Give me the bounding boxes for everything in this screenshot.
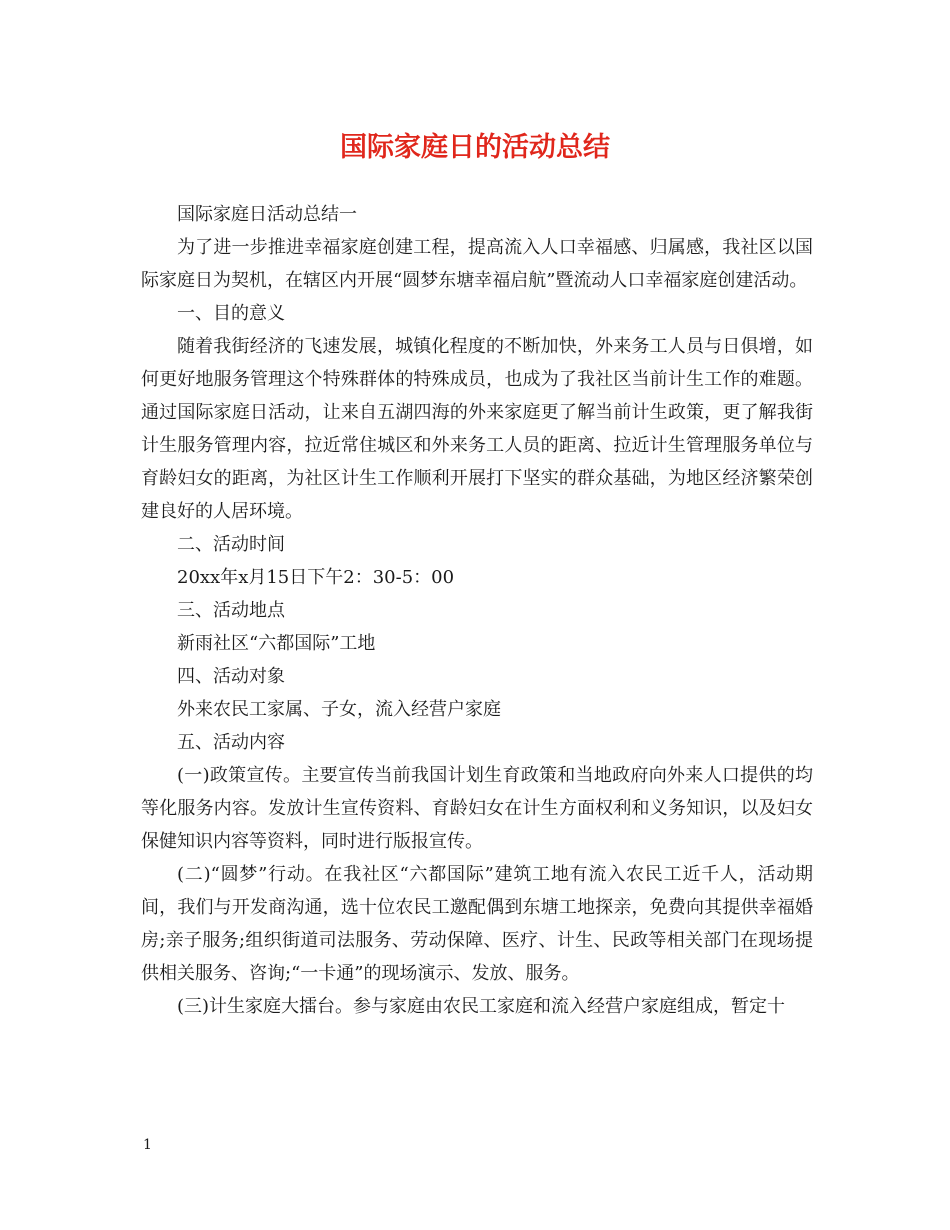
paragraph-subtitle: 国际家庭日活动总结一 xyxy=(177,204,357,225)
section-heading-audience: 四、活动对象 xyxy=(177,666,285,687)
paragraph-content-2: (二)“圆梦”行动。在我社区“六都国际”建筑工地有流入农民工近千人，活动期间，我们与开发商沟通，选十位农民工邀配偶到东塘工地探亲，免费向其提供幸福婚房;亲子服务;组织街道司法服务、劳动保障、医疗、计生、民政等相关部门在现场提供相关服务、咨询;“一卡通”的现场演示、发放、服务。 xyxy=(141,864,813,984)
page-number: 1 xyxy=(143,1137,152,1153)
section-heading-content: 五、活动内容 xyxy=(177,732,285,753)
paragraph-purpose: 随着我街经济的飞速发展，城镇化程度的不断加快，外来务工人员与日俱增，如何更好地服务管理这个特殊群体的特殊成员，也成为了我社区当前计生工作的难题。通过国际家庭日活动，让来自五湖四海的外来家庭更了解当前计生政策，更了解我街计生服务管理内容，拉近常住城区和外来务工人员的距离、拉近计生管理服务单位与育龄妇女的距离，为社区计生工作顺利开展打下坚实的群众基础，为地区经济繁荣创建良好的人居环境。 xyxy=(141,336,813,522)
document-title: 国际家庭日的活动总结 xyxy=(340,132,610,163)
paragraph-location: 新雨社区“六都国际”工地 xyxy=(177,633,376,654)
paragraph-time: 20xx年x月15日下午2：30-5：00 xyxy=(177,567,455,588)
paragraph-audience: 外来农民工家属、子女，流入经营户家庭 xyxy=(177,699,501,720)
document-body xyxy=(141,198,813,1023)
paragraph-content-1: (一)政策宣传。主要宣传当前我国计划生育政策和当地政府向外来人口提供的均等化服务内容。发放计生宣传资料、育龄妇女在计生方面权利和义务知识，以及妇女保健知识内容等资料，同时进行版报宣传。 xyxy=(141,765,813,852)
paragraph-content-3: (三)计生家庭大擂台。参与家庭由农民工家庭和流入经营户家庭组成，暂定十 xyxy=(177,996,786,1017)
section-heading-location: 三、活动地点 xyxy=(177,600,285,621)
section-heading-time: 二、活动时间 xyxy=(177,534,285,555)
section-heading-purpose: 一、目的意义 xyxy=(177,303,285,324)
paragraph-intro: 为了进一步推进幸福家庭创建工程，提高流入人口幸福感、归属感，我社区以国际家庭日为契机，在辖区内开展“圆梦东塘幸福启航”暨流动人口幸福家庭创建活动。 xyxy=(141,237,813,291)
